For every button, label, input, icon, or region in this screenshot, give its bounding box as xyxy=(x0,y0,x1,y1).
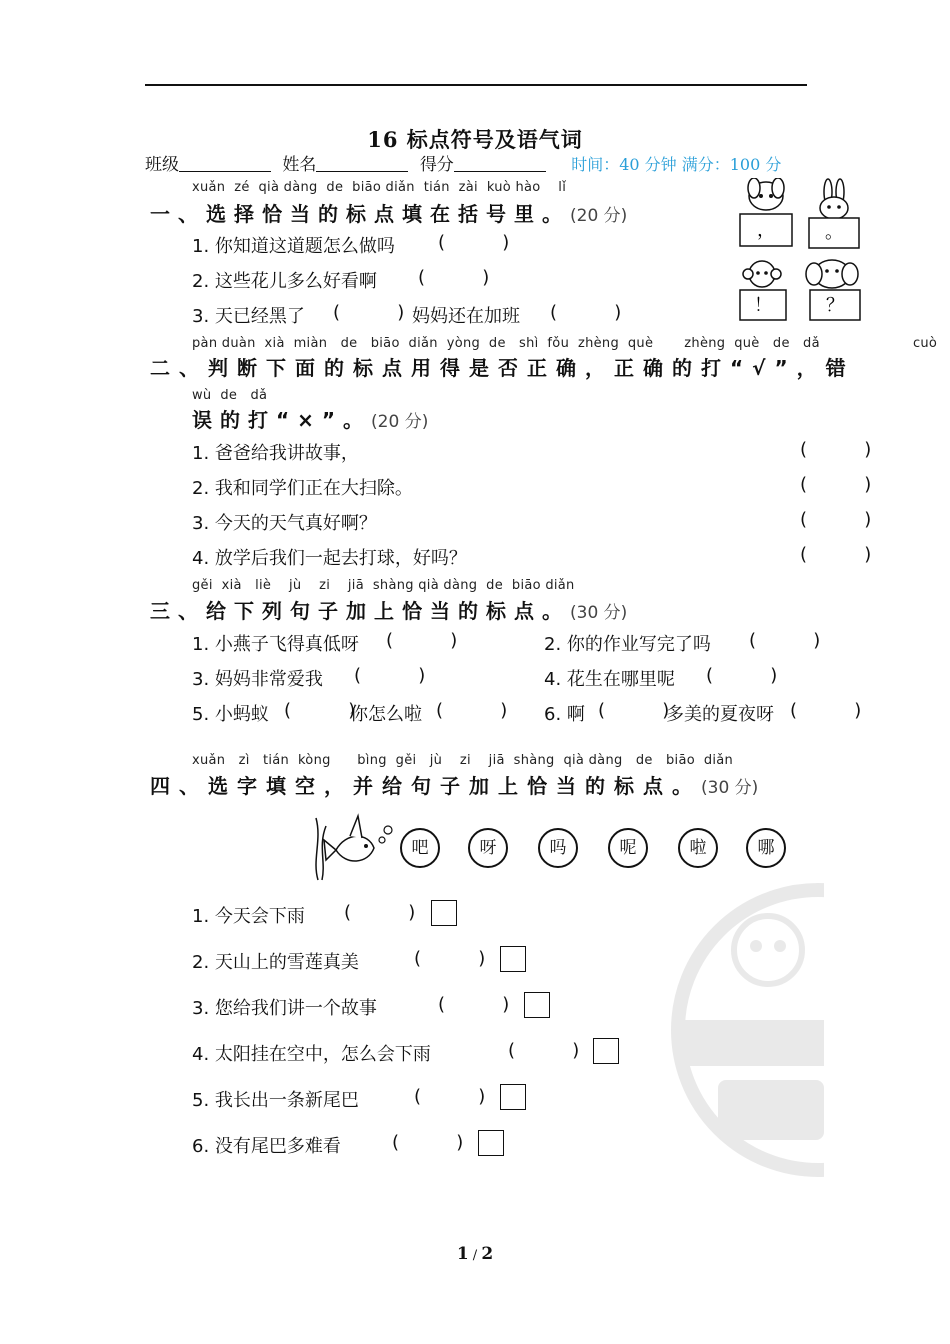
s3-item-4: 4. 花生在哪里呢 xyxy=(544,669,675,690)
s2-item-1: 1. 爸爸给我讲故事， xyxy=(192,443,359,464)
section3-score: (30 分) xyxy=(570,603,628,623)
s3-answer-1[interactable]: ( ) xyxy=(386,630,458,651)
s2-answer-4[interactable]: ( ) xyxy=(800,544,872,565)
name-label: 姓名 xyxy=(282,155,317,175)
time-score-info: 时间：40 分钟 满分：100 分 xyxy=(571,155,782,174)
s4-item-6: 6. 没有尾巴多难看 xyxy=(192,1136,341,1157)
word-bubble-ma[interactable]: 吗 xyxy=(538,828,578,868)
dog-illustration xyxy=(740,178,792,246)
s3-item-5: 5. 小蚂蚁 xyxy=(192,704,269,725)
name-blank[interactable] xyxy=(316,155,408,172)
s4-item-5: 5. 我长出一条新尾巴 xyxy=(192,1090,359,1111)
s3-item-1: 1. 小燕子飞得真低呀 xyxy=(192,634,359,655)
s1-item-1: 1. 你知道这道题怎么做吗 xyxy=(192,236,395,257)
word-bubble-na[interactable]: 哪 xyxy=(746,828,786,868)
s2-answer-1[interactable]: ( ) xyxy=(800,439,872,460)
s2-item-4: 4. 放学后我们一起去打球，好吗？ xyxy=(192,548,467,569)
sign-mark-1: ， xyxy=(757,220,775,241)
page-current: 1 xyxy=(456,1244,469,1264)
s4-item-1: 1. 今天会下雨 xyxy=(192,906,305,927)
s4-item-3: 3. 您给我们讲一个故事 xyxy=(192,998,377,1019)
s1-answer-3a[interactable]: ( ) xyxy=(333,302,405,323)
student-info-line xyxy=(145,150,781,175)
s3-answer-5b[interactable]: ( ) xyxy=(436,700,508,721)
s4-mark-box-4[interactable] xyxy=(593,1038,619,1064)
section3-heading-text: 三、给下列句子加上恰当的标点。 xyxy=(150,599,570,623)
s4-mark-box-2[interactable] xyxy=(500,946,526,972)
animal-punctuation-illustration xyxy=(736,178,866,324)
page-title: 16 标点符号及语气词 xyxy=(367,127,583,152)
class-blank[interactable] xyxy=(179,155,271,172)
watermark-seal-logo xyxy=(668,880,824,1180)
section1-score: (20 分) xyxy=(570,206,628,226)
header-rule xyxy=(145,84,807,86)
section1-heading-text: 一、选择恰当的标点填在括号里。 xyxy=(150,202,570,226)
s4-answer-2[interactable]: ( ) xyxy=(414,948,486,969)
fish-illustration xyxy=(308,810,394,886)
sign-mark-4: ？ xyxy=(826,295,844,316)
s4-answer-5[interactable]: ( ) xyxy=(414,1086,486,1107)
s4-mark-box-1[interactable] xyxy=(431,900,457,926)
s3-answer-4[interactable]: ( ) xyxy=(706,665,778,686)
s4-mark-box-6[interactable] xyxy=(478,1130,504,1156)
section3-pinyin: gěi xià liè jù zi jiā shàng qià dàng de biāo diǎn xyxy=(192,578,575,593)
s4-mark-box-5[interactable] xyxy=(500,1084,526,1110)
s4-answer-4[interactable]: ( ) xyxy=(508,1040,580,1061)
section1-heading xyxy=(150,198,627,227)
page-separator: / xyxy=(468,1248,482,1263)
word-bubble-ne[interactable]: 呢 xyxy=(608,828,648,868)
word-bubble-ya[interactable]: 呀 xyxy=(468,828,508,868)
section4-pinyin: xuǎn zì tián kòng bìng gěi jù zi jiā shàng qià dàng de biāo diǎn xyxy=(192,753,734,768)
score-label: 得分 xyxy=(419,155,454,175)
s4-answer-6[interactable]: ( ) xyxy=(392,1132,464,1153)
page-number xyxy=(0,1244,950,1264)
section4-heading-text: 四、选字填空，并给句子加上恰当的标点。 xyxy=(150,774,701,798)
s3-answer-2[interactable]: ( ) xyxy=(749,630,821,651)
s4-answer-3[interactable]: ( ) xyxy=(438,994,510,1015)
s2-item-3: 3. 今天的天气真好啊？ xyxy=(192,513,377,534)
section2-score: (20 分) xyxy=(371,412,429,432)
s3-answer-6b[interactable]: ( ) xyxy=(790,700,862,721)
s2-item-2: 2. 我和同学们正在大扫除。 xyxy=(192,478,413,499)
score-blank[interactable] xyxy=(454,155,546,172)
s3-answer-5a[interactable]: ( ) xyxy=(284,700,356,721)
section2-heading-2 xyxy=(192,404,428,433)
s1-item-3: 3. 天已经黑了 xyxy=(192,306,305,327)
s4-item-4: 4. 太阳挂在空中，怎么会下雨 xyxy=(192,1044,431,1065)
s3-item-6b: 多美的夏夜呀 xyxy=(666,704,774,725)
class-label: 班级 xyxy=(145,155,179,175)
word-bubble-la[interactable]: 啦 xyxy=(678,828,718,868)
s3-item-5b: 你怎么啦 xyxy=(350,704,422,725)
s1-answer-1[interactable]: ( ) xyxy=(438,232,510,253)
sign-mark-2: 。 xyxy=(825,222,843,243)
rabbit-illustration xyxy=(809,179,859,248)
s4-item-2: 2. 天山上的雪莲真美 xyxy=(192,952,359,973)
s4-mark-box-3[interactable] xyxy=(524,992,550,1018)
s2-answer-2[interactable]: ( ) xyxy=(800,474,872,495)
page-total: 2 xyxy=(481,1244,494,1264)
section2-heading: 二、判断下面的标点用得是否正确，正确的打“√”，错 xyxy=(150,356,855,380)
s4-answer-1[interactable]: ( ) xyxy=(344,902,416,923)
s3-answer-6a[interactable]: ( ) xyxy=(598,700,670,721)
section4-score: (30 分) xyxy=(701,778,759,798)
s1-answer-3b[interactable]: ( ) xyxy=(550,302,622,323)
section1-pinyin: xuǎn zé qià dàng de biāo diǎn tián zài kuò hào lǐ xyxy=(192,180,567,195)
s2-answer-3[interactable]: ( ) xyxy=(800,509,872,530)
s3-answer-3[interactable]: ( ) xyxy=(354,665,426,686)
section2-pinyin-2: wù de dǎ xyxy=(192,388,268,403)
s1-answer-2[interactable]: ( ) xyxy=(418,267,490,288)
elephant-illustration xyxy=(806,260,860,320)
word-bubble-ba[interactable]: 吧 xyxy=(400,828,440,868)
section2-heading2-text: 误的打“×”。 xyxy=(192,408,372,432)
s3-item-3: 3. 妈妈非常爱我 xyxy=(192,669,323,690)
s3-item-6: 6. 啊 xyxy=(544,704,585,725)
section4-heading xyxy=(150,770,758,799)
monkey-illustration xyxy=(740,261,786,320)
s3-item-2: 2. 你的作业写完了吗 xyxy=(544,634,711,655)
section2-pinyin: pàn duàn xià miàn de biāo diǎn yòng de shì fǒu zhèng què zhèng què de dǎ cuò xyxy=(192,336,938,351)
section3-heading xyxy=(150,595,627,624)
s1-item-2: 2. 这些花儿多么好看啊 xyxy=(192,271,377,292)
s1-item-3b: 妈妈还在加班 xyxy=(412,306,520,327)
sign-mark-3: ！ xyxy=(754,295,772,316)
